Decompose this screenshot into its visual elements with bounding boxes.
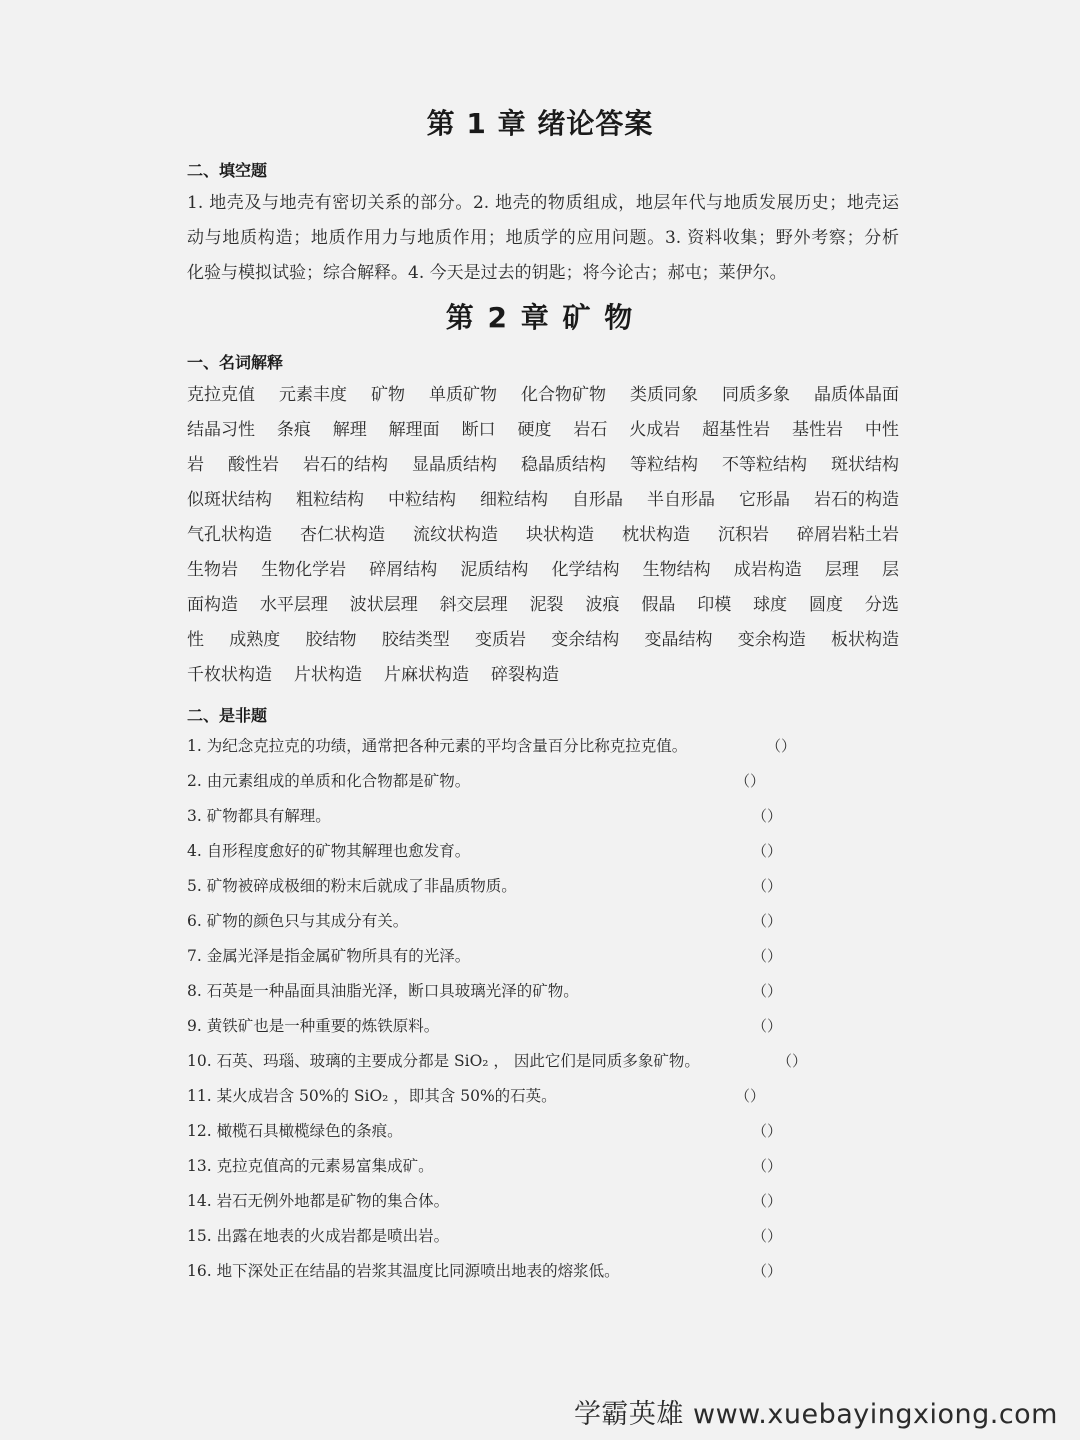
question-text: 9. 黄铁矿也是一种重要的炼铁原料。 (187, 1017, 440, 1035)
term: 基性岩 (792, 420, 844, 440)
term: 层理 (824, 560, 859, 580)
true-false-item (187, 875, 787, 897)
term: 同质多象 (722, 385, 790, 405)
question-text: 14. 岩石无例外地都是矿物的集合体。 (187, 1192, 450, 1210)
term: 印模 (697, 595, 732, 615)
term: 化学结构 (551, 560, 620, 580)
term: 性 (187, 630, 204, 650)
term-row (187, 384, 899, 406)
term-row (187, 454, 899, 476)
term: 硬度 (517, 420, 552, 440)
term: 碎屑结构 (369, 560, 438, 580)
term: 枕状构造 (622, 525, 690, 545)
true-false-section-heading: 二、是非题 (187, 706, 268, 725)
term: 流纹状构造 (413, 525, 498, 545)
question-text: 6. 矿物的颜色只与其成分有关。 (187, 912, 409, 930)
term: 成熟度 (229, 630, 281, 650)
term: 块状构造 (526, 525, 594, 545)
term-row (187, 629, 899, 651)
term: 圆度 (809, 595, 844, 615)
question-text: 13. 克拉克值高的元素易富集成矿。 (187, 1157, 434, 1175)
true-false-item (187, 1085, 787, 1107)
true-false-item (187, 1015, 787, 1037)
true-false-item (187, 735, 797, 757)
true-false-item (187, 1190, 787, 1212)
term: 断口 (461, 420, 496, 440)
answer-blank: （） (752, 1192, 783, 1210)
term: 水平层理 (259, 595, 328, 615)
term: 显晶质结构 (412, 455, 497, 475)
term: 晶质体晶面 (814, 385, 899, 405)
term: 层 (882, 560, 899, 580)
answer-blank: （） (766, 737, 797, 755)
true-false-item (187, 1155, 787, 1177)
term: 解理面 (388, 420, 440, 440)
question-text: 1. 为纪念克拉克的功绩，通常把各种元素的平均含量百分比称克拉克值。 (187, 737, 688, 755)
answer-blank: （） (752, 877, 783, 895)
fill-in-section-heading: 二、填空题 (187, 161, 268, 180)
term: 碎裂构造 (491, 665, 559, 685)
term-row (187, 594, 899, 616)
true-false-item (187, 805, 787, 827)
term: 自形晶 (572, 490, 623, 510)
paragraph-line: 化验与模拟试验；综合解释。4. 今天是过去的钥匙；将今论古；郝屯；莱伊尔。 (187, 263, 787, 283)
term: 结晶习性 (187, 420, 255, 440)
answer-blank: （） (752, 912, 783, 930)
question-text: 4. 自形程度愈好的矿物其解理也愈发育。 (187, 842, 471, 860)
term: 粗粒结构 (296, 490, 364, 510)
term: 矿物 (371, 385, 405, 405)
question-text: 2. 由元素组成的单质和化合物都是矿物。 (187, 772, 471, 790)
question-text: 15. 出露在地表的火成岩都是喷出岩。 (187, 1227, 450, 1245)
term: 片麻状构造 (384, 665, 469, 685)
term: 岩石 (573, 420, 608, 440)
paragraph-line: 1. 地壳及与地壳有密切关系的部分。2. 地壳的物质组成，地层年代与地质发展历史；地壳运 (187, 193, 899, 213)
term: 细粒结构 (480, 490, 548, 510)
question-text: 5. 矿物被碎成极细的粉末后就成了非晶质物质。 (187, 877, 517, 895)
answer-blank: （） (752, 1017, 783, 1035)
question-text: 3. 矿物都具有解理。 (187, 807, 331, 825)
answer-blank: （） (752, 1227, 783, 1245)
term: 半自形晶 (647, 490, 715, 510)
term: 类质同象 (630, 385, 698, 405)
term: 面构造 (187, 595, 238, 615)
term: 球度 (753, 595, 788, 615)
term: 似斑状结构 (187, 490, 272, 510)
term-row (187, 559, 899, 581)
true-false-item (187, 1120, 787, 1142)
true-false-item (187, 1050, 808, 1072)
terms-section-heading: 一、名词解释 (187, 353, 284, 372)
chapter-2-title: 第 2 章 矿 物 (445, 301, 635, 334)
answer-blank: （） (735, 1087, 766, 1105)
term: 克拉克值 (187, 385, 255, 405)
term: 超基性岩 (702, 420, 771, 440)
term: 稳晶质结构 (521, 455, 606, 475)
term-row (187, 664, 899, 686)
true-false-item (187, 980, 787, 1002)
answer-blank: （） (752, 1122, 783, 1140)
term: 中性 (864, 420, 899, 440)
term: 胶结类型 (381, 630, 450, 650)
term-row (187, 524, 899, 546)
term: 生物结构 (642, 560, 711, 580)
term: 岩 (187, 455, 204, 475)
term: 元素丰度 (279, 385, 347, 405)
term: 胶结物 (305, 630, 357, 650)
term: 生物化学岩 (261, 560, 347, 580)
term: 岩石的构造 (814, 490, 899, 510)
term: 假晶 (641, 595, 676, 615)
term: 变质岩 (475, 630, 526, 650)
term: 沉积岩 (718, 525, 769, 545)
term: 变余构造 (737, 630, 806, 650)
term: 条痕 (276, 420, 311, 440)
answer-blank: （） (752, 982, 783, 1000)
term: 变余结构 (551, 630, 620, 650)
term: 杏仁状构造 (300, 525, 385, 545)
chapter-1-title: 第 1 章 绪论答案 (426, 107, 654, 140)
term: 泥质结构 (460, 560, 529, 580)
term: 火成岩 (629, 420, 681, 440)
term: 酸性岩 (228, 455, 279, 475)
answer-blank: （） (752, 1262, 783, 1280)
site-watermark: 学霸英雄 www.xuebayingxiong.com (573, 1399, 1058, 1430)
paragraph-line: 动与地质构造；地质作用力与地质作用；地质学的应用问题。3. 资料收集；野外考察；分析 (187, 228, 899, 248)
term-row (187, 419, 899, 441)
term: 片状构造 (294, 665, 362, 685)
term: 等粒结构 (630, 455, 698, 475)
term: 变晶结构 (644, 630, 713, 650)
term: 生物岩 (187, 560, 238, 580)
term: 分选 (864, 595, 899, 615)
term: 成岩构造 (733, 560, 802, 580)
term: 碎屑岩粘土岩 (797, 525, 899, 545)
term: 中粒结构 (388, 490, 456, 510)
true-false-item (187, 945, 787, 967)
term: 解理 (332, 420, 367, 440)
answer-blank: （） (777, 1052, 808, 1070)
term: 波状层理 (349, 595, 418, 615)
term: 岩石的结构 (303, 455, 388, 475)
term: 它形晶 (739, 490, 790, 510)
term: 板状构造 (831, 630, 899, 650)
term: 不等粒结构 (722, 455, 807, 475)
answer-blank: （） (752, 1157, 783, 1175)
true-false-item (187, 910, 787, 932)
true-false-item (187, 840, 787, 862)
answer-blank: （） (752, 842, 783, 860)
answer-blank: （） (752, 807, 783, 825)
true-false-item (187, 1225, 787, 1247)
question-text: 8. 石英是一种晶面具油脂光泽，断口具玻璃光泽的矿物。 (187, 982, 579, 1000)
true-false-item (187, 1260, 787, 1282)
term: 斜交层理 (439, 595, 508, 615)
question-text: 7. 金属光泽是指金属矿物所具有的光泽。 (187, 947, 471, 965)
question-text: 10. 石英、玛瑙、玻璃的主要成分都是 SiO₂ ， 因此它们是同质多象矿物。 (187, 1052, 700, 1070)
term: 气孔状构造 (187, 525, 272, 545)
term: 斑状结构 (831, 455, 899, 475)
answer-blank: （） (735, 772, 766, 790)
question-text: 16. 地下深处正在结晶的岩浆其温度比同源喷出地表的熔浆低。 (187, 1262, 620, 1280)
question-text: 11. 某火成岩含 50%的 SiO₂ ，即其含 50%的石英。 (187, 1087, 557, 1105)
question-text: 12. 橄榄石具橄榄绿色的条痕。 (187, 1122, 403, 1140)
term: 化合物矿物 (521, 385, 606, 405)
term-row (187, 489, 899, 511)
term: 千枚状构造 (187, 665, 272, 685)
term: 泥裂 (529, 595, 564, 615)
true-false-item (187, 770, 787, 792)
term: 波痕 (585, 595, 620, 615)
answer-blank: （） (752, 947, 783, 965)
term: 单质矿物 (429, 385, 497, 405)
